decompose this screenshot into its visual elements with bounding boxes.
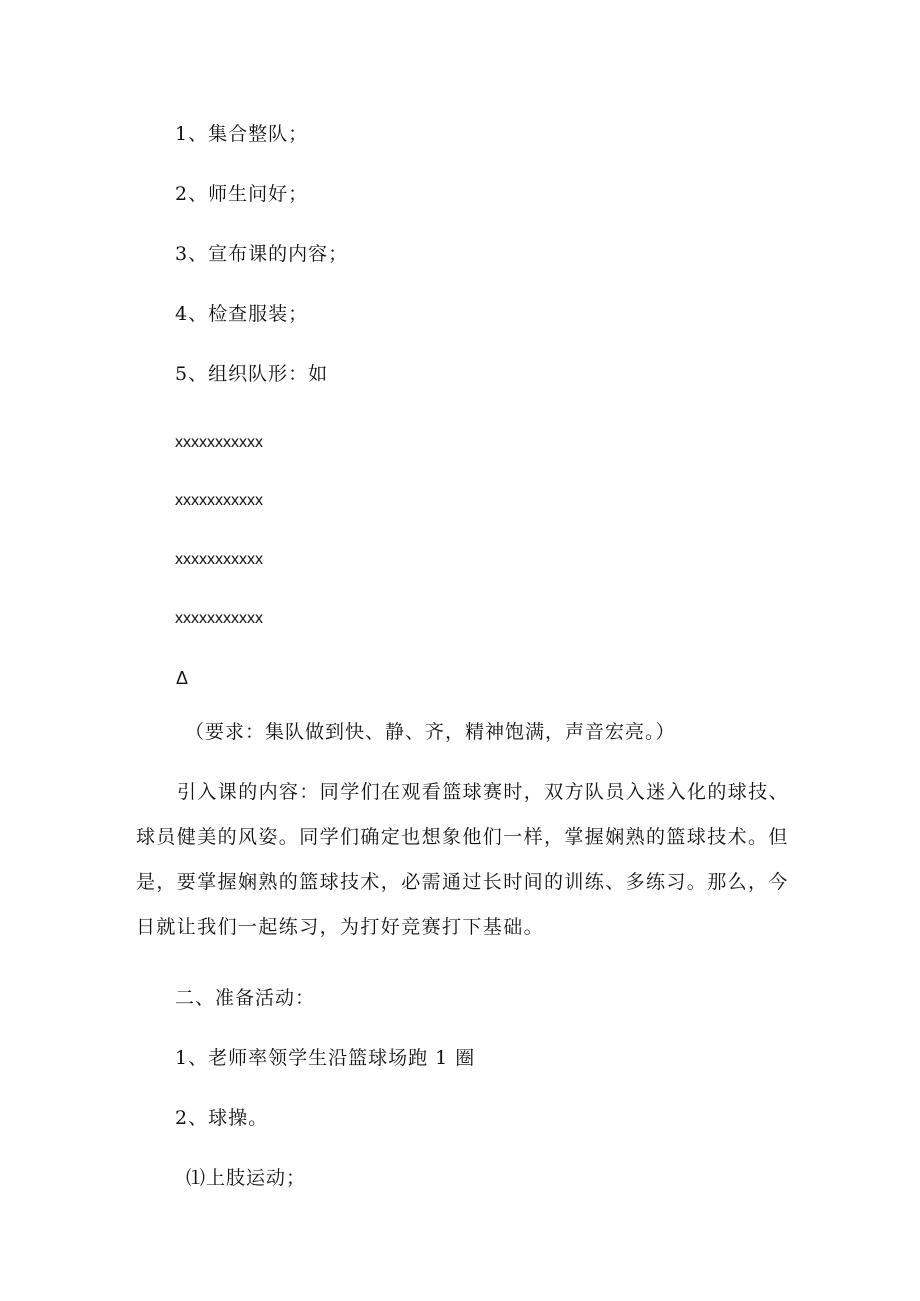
list-item-1: 1、集合整队； xyxy=(175,123,309,145)
formation-row-4: xxxxxxxxxxx xyxy=(175,610,263,627)
section-heading: 二、准备活动： xyxy=(175,987,316,1009)
sub-item-upper-limb: ⑴上肢运动； xyxy=(186,1167,307,1189)
formation-row-2: xxxxxxxxxxx xyxy=(175,492,263,509)
intro-paragraph: 引入课的内容：同学们在观看篮球赛时，双方队员入迷入化的球技、球员健美的风姿。同学们确定也想象他们一样，掌握娴熟的篮球技术。但是，要掌握娴熟的篮球技术，必需通过长时间的训练、多练习。那么，今日就让我们一起练习，为打好竞赛打下基础。 xyxy=(136,781,790,938)
teacher-position-mark: Δ xyxy=(176,668,189,688)
list-item-2: 2、师生问好； xyxy=(175,183,309,205)
prep-item-1: 1、老师率领学生沿篮球场跑 1 圈 xyxy=(175,1047,476,1069)
list-item-3: 3、宣布课的内容； xyxy=(175,243,349,265)
requirement-note: （要求：集队做到快、静、齐，精神饱满，声音宏亮。） xyxy=(185,721,676,743)
formation-row-3: xxxxxxxxxxx xyxy=(175,551,263,568)
list-item-5: 5、组织队形：如 xyxy=(175,363,329,385)
list-item-4: 4、检查服装； xyxy=(175,303,309,325)
formation-row-1: xxxxxxxxxxx xyxy=(175,434,263,451)
prep-item-2: 2、球操。 xyxy=(175,1107,269,1129)
